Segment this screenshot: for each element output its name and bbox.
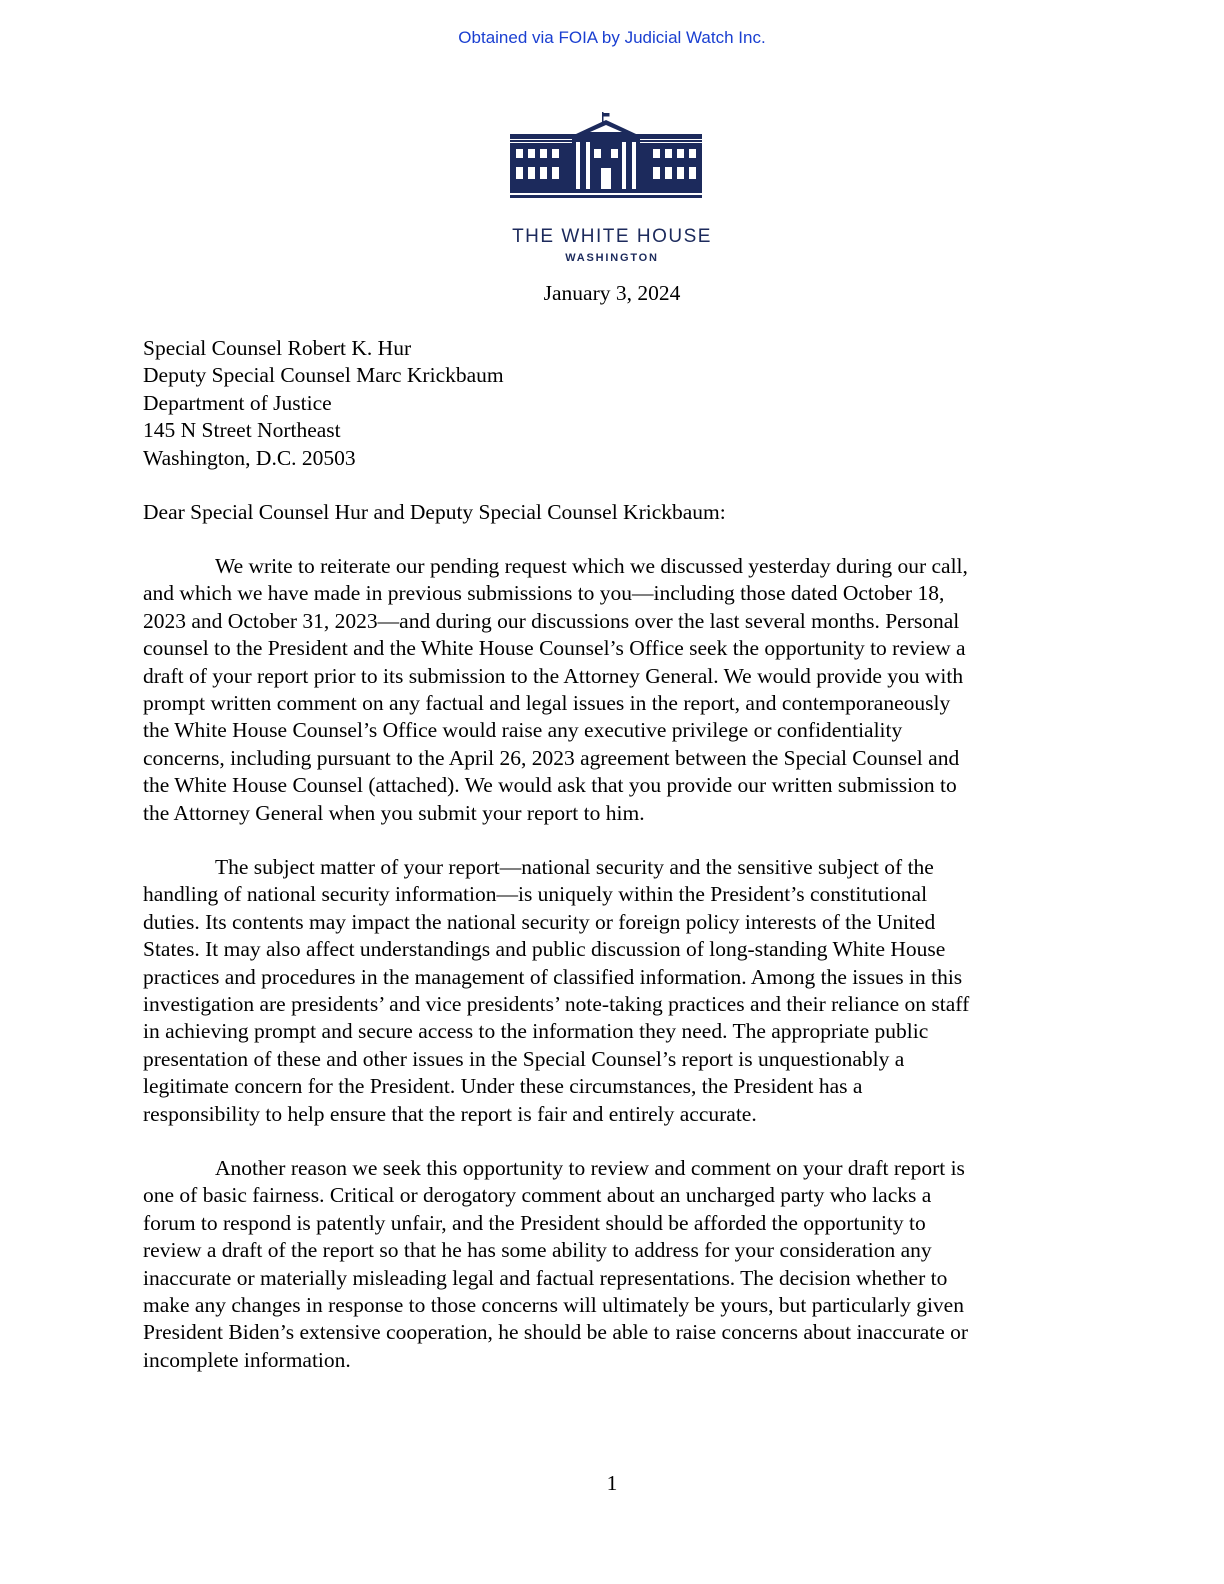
letterhead-subtitle: WASHINGTON	[565, 252, 659, 264]
address-line: 145 N Street Northeast	[143, 418, 341, 443]
paragraph-line: The subject matter of your report—national security and the sensitive subject of the	[215, 855, 934, 879]
paragraph-line: concerns, including pursuant to the April 26, 2023 agreement between the Special Counsel and	[143, 745, 960, 770]
paragraph-line: Another reason we seek this opportunity to review and comment on your draft report is	[215, 1156, 965, 1180]
paragraph-line: in achieving prompt and secure access to the information they need. The appropriate public	[143, 1019, 929, 1044]
paragraph-line: review a draft of the report so that he has some ability to address for your consideration any	[143, 1238, 932, 1263]
address-line: Special Counsel Robert K. Hur	[143, 336, 412, 360]
paragraph-line: one of basic fairness. Critical or derogatory comment about an uncharged party who lacks a	[143, 1183, 932, 1208]
paragraph-line: investigation are presidents’ and vice presidents’ note-taking practices and their reliance on staff	[143, 992, 970, 1017]
paragraph-line: 2023 and October 31, 2023—and during our discussions over the last several months. Personal	[143, 608, 960, 633]
foia-notice: Obtained via FOIA by Judicial Watch Inc.	[458, 28, 766, 47]
paragraph-line: prompt written comment on any factual and legal issues in the report, and contemporaneously	[143, 691, 951, 716]
address-line: Deputy Special Counsel Marc Krickbaum	[143, 363, 504, 388]
paragraph-line: and which we have made in previous submissions to you—including those dated October 18,	[143, 581, 945, 606]
paragraph-line: practices and procedures in the management of classified information. Among the issues in this	[143, 964, 963, 989]
paragraph-line: incomplete information.	[143, 1347, 351, 1372]
paragraph-line: legitimate concern for the President. Under these circumstances, the President has a	[143, 1074, 863, 1099]
body-paragraph-2	[143, 854, 1083, 1128]
paragraph-line: handling of national security information—is uniquely within the President’s constitutional	[143, 882, 928, 907]
salutation: Dear Special Counsel Hur and Deputy Special Counsel Krickbaum:	[143, 500, 726, 524]
page-number: 1	[606, 1471, 618, 1495]
body-paragraph-1	[143, 553, 1083, 827]
paragraph-line: We write to reiterate our pending request which we discussed yesterday during our call,	[215, 554, 968, 578]
paragraph-line: the Attorney General when you submit your report to him.	[143, 800, 645, 825]
paragraph-line: forum to respond is patently unfair, and the President should be afforded the opportunity to	[143, 1210, 926, 1235]
paragraph-line: the White House Counsel (attached). We would ask that you provide our written submission to	[143, 773, 957, 798]
body-paragraph-3	[143, 1155, 1083, 1374]
address-line: Department of Justice	[143, 390, 332, 415]
white-house-building-icon	[510, 112, 702, 200]
paragraph-line: make any changes in response to those concerns will ultimately be yours, but particularly given	[143, 1293, 964, 1318]
paragraph-line: presentation of these and other issues in the Special Counsel’s report is unquestionably a	[143, 1046, 905, 1071]
letter-date: January 3, 2024	[543, 281, 681, 305]
paragraph-line: inaccurate or materially misleading legal and factual representations. The decision whether to	[143, 1265, 948, 1290]
address-line: Washington, D.C. 20503	[143, 445, 356, 470]
paragraph-line: draft of your report prior to its submission to the Attorney General. We would provide you with	[143, 663, 964, 688]
paragraph-line: States. It may also affect understandings and public discussion of long-standing White House	[143, 937, 946, 962]
paragraph-line: duties. Its contents may impact the national security or foreign policy interests of the United	[143, 909, 936, 934]
paragraph-line: the White House Counsel’s Office would raise any executive privilege or confidentiality	[143, 718, 903, 743]
paragraph-line: counsel to the President and the White House Counsel’s Office seek the opportunity to review a	[143, 636, 966, 661]
recipient-address	[143, 335, 1083, 472]
paragraph-line: responsibility to help ensure that the report is fair and entirely accurate.	[143, 1101, 757, 1126]
letterhead-title: THE WHITE HOUSE	[512, 226, 712, 247]
paragraph-line: President Biden’s extensive cooperation, he should be able to raise concerns about inaccurate or	[143, 1320, 969, 1345]
